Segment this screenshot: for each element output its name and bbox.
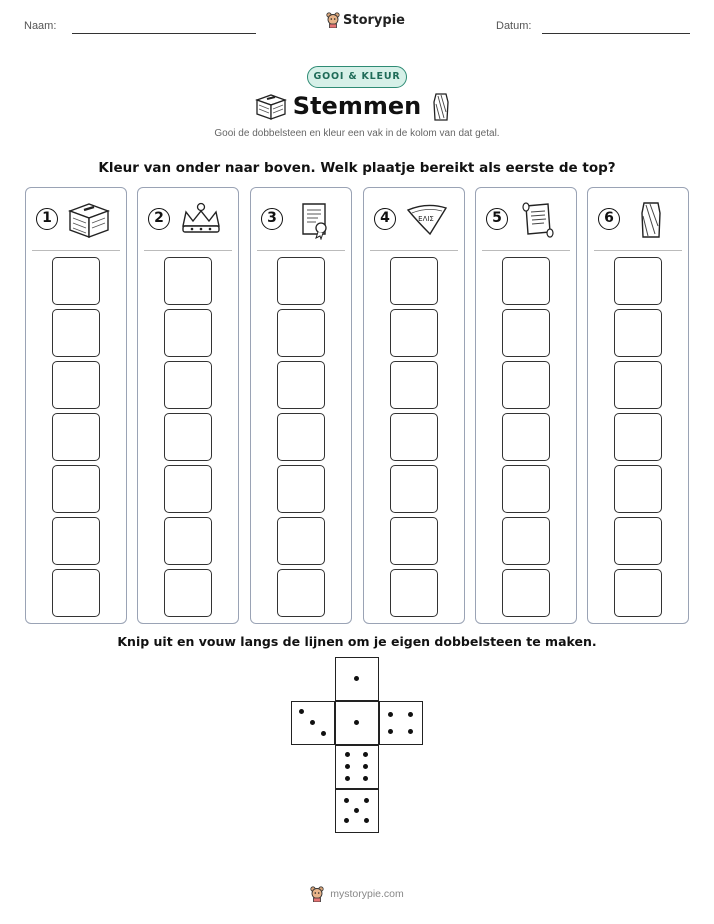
color-cell[interactable] (502, 361, 550, 409)
column-header (26, 200, 126, 240)
column-divider (594, 250, 682, 251)
die-pip (364, 798, 369, 803)
color-cell[interactable] (277, 465, 325, 513)
column-6 (587, 187, 689, 624)
column-number: 6 (598, 208, 620, 230)
die-instruction: Knip uit en vouw langs de lijnen om je eigen dobbelsteen te maken. (117, 634, 597, 649)
die-pip (388, 729, 393, 734)
crown-icon (178, 200, 224, 244)
instruction: Kleur van onder naar boven. Welk plaatje bereikt als eerste de top? (98, 160, 616, 176)
color-cell[interactable] (390, 361, 438, 409)
die-pip (363, 752, 368, 757)
scroll-icon (516, 200, 562, 244)
column-number: 3 (261, 208, 283, 230)
die-pip (363, 764, 368, 769)
die-pip (388, 712, 393, 717)
die-pip (321, 731, 326, 736)
color-cell[interactable] (390, 257, 438, 305)
die-face-6 (335, 745, 379, 789)
toga-icon (430, 92, 452, 122)
color-cell[interactable] (164, 517, 212, 565)
brand-name: Storypie (343, 12, 405, 28)
color-cell[interactable] (502, 517, 550, 565)
color-cell[interactable] (164, 257, 212, 305)
footer-url: mystorypie.com (330, 888, 404, 900)
color-cell[interactable] (52, 309, 100, 357)
activity-badge: GOOI & KLEUR (307, 66, 407, 88)
column-1 (25, 187, 127, 624)
color-cell[interactable] (390, 413, 438, 461)
column-header (476, 200, 576, 240)
die-pip (299, 709, 304, 714)
die-pip (408, 729, 413, 734)
footer (0, 886, 714, 902)
subtitle: Gooi de dobbelsteen en kleur een vak in de kolom van dat getal. (214, 128, 500, 139)
color-cell[interactable] (614, 465, 662, 513)
voting-shard-icon (404, 200, 450, 244)
die-face-1 (335, 657, 379, 701)
column-divider (370, 250, 458, 251)
die-face-1 (335, 701, 379, 745)
color-cell[interactable] (390, 465, 438, 513)
color-cell[interactable] (390, 309, 438, 357)
die-pip (408, 712, 413, 717)
color-cell[interactable] (502, 257, 550, 305)
die-pip (354, 808, 359, 813)
die-face-3 (291, 701, 335, 745)
color-cell[interactable] (52, 257, 100, 305)
ostrakon-text: EΛIΣ (418, 215, 434, 223)
bear-mascot-icon (310, 886, 324, 902)
certificate-icon (291, 200, 337, 244)
brand-logo (326, 12, 405, 28)
die-pip (344, 818, 349, 823)
name-line[interactable] (72, 33, 256, 34)
die-face-5 (335, 789, 379, 833)
color-cell[interactable] (614, 361, 662, 409)
column-4 (363, 187, 465, 624)
color-cell[interactable] (277, 257, 325, 305)
color-cell[interactable] (164, 361, 212, 409)
color-cell[interactable] (164, 465, 212, 513)
toga-icon (628, 200, 674, 244)
color-cell[interactable] (277, 309, 325, 357)
column-divider (32, 250, 120, 251)
column-5 (475, 187, 577, 624)
color-cell[interactable] (52, 413, 100, 461)
name-label: Naam: (24, 20, 57, 32)
color-cell[interactable] (390, 569, 438, 617)
column-number: 2 (148, 208, 170, 230)
color-cell[interactable] (277, 413, 325, 461)
color-cell[interactable] (614, 517, 662, 565)
date-line[interactable] (542, 33, 690, 34)
die-pip (344, 798, 349, 803)
bear-mascot-icon (326, 12, 340, 28)
die-pip (363, 776, 368, 781)
column-divider (144, 250, 232, 251)
color-cell[interactable] (502, 569, 550, 617)
column-number: 1 (36, 208, 58, 230)
column-header (364, 200, 464, 240)
column-divider (257, 250, 345, 251)
die-pip (310, 720, 315, 725)
color-cell[interactable] (614, 309, 662, 357)
column-header (138, 200, 238, 240)
color-cell[interactable] (502, 465, 550, 513)
color-cell[interactable] (52, 465, 100, 513)
color-cell[interactable] (277, 517, 325, 565)
color-cell[interactable] (502, 309, 550, 357)
color-cell[interactable] (52, 569, 100, 617)
column-2 (137, 187, 239, 624)
color-cell[interactable] (277, 361, 325, 409)
column-number: 5 (486, 208, 508, 230)
color-cell[interactable] (502, 413, 550, 461)
die-face-4 (379, 701, 423, 745)
ballot-box-icon (66, 200, 112, 244)
color-cell[interactable] (52, 517, 100, 565)
die-pip (354, 676, 359, 681)
color-cell[interactable] (164, 309, 212, 357)
color-cell[interactable] (614, 569, 662, 617)
color-cell[interactable] (390, 517, 438, 565)
column-number: 4 (374, 208, 396, 230)
die-pip (345, 752, 350, 757)
column-3 (250, 187, 352, 624)
page-title: Stemmen (292, 92, 422, 120)
die-pip (354, 720, 359, 725)
color-cell[interactable] (277, 569, 325, 617)
die-pip (364, 818, 369, 823)
die-pip (345, 764, 350, 769)
die-pip (345, 776, 350, 781)
color-cell[interactable] (164, 569, 212, 617)
color-cell[interactable] (614, 413, 662, 461)
color-cell[interactable] (52, 361, 100, 409)
column-header (251, 200, 351, 240)
color-cell[interactable] (614, 257, 662, 305)
column-header (588, 200, 688, 240)
color-cell[interactable] (164, 413, 212, 461)
column-divider (482, 250, 570, 251)
date-label: Datum: (496, 20, 532, 32)
